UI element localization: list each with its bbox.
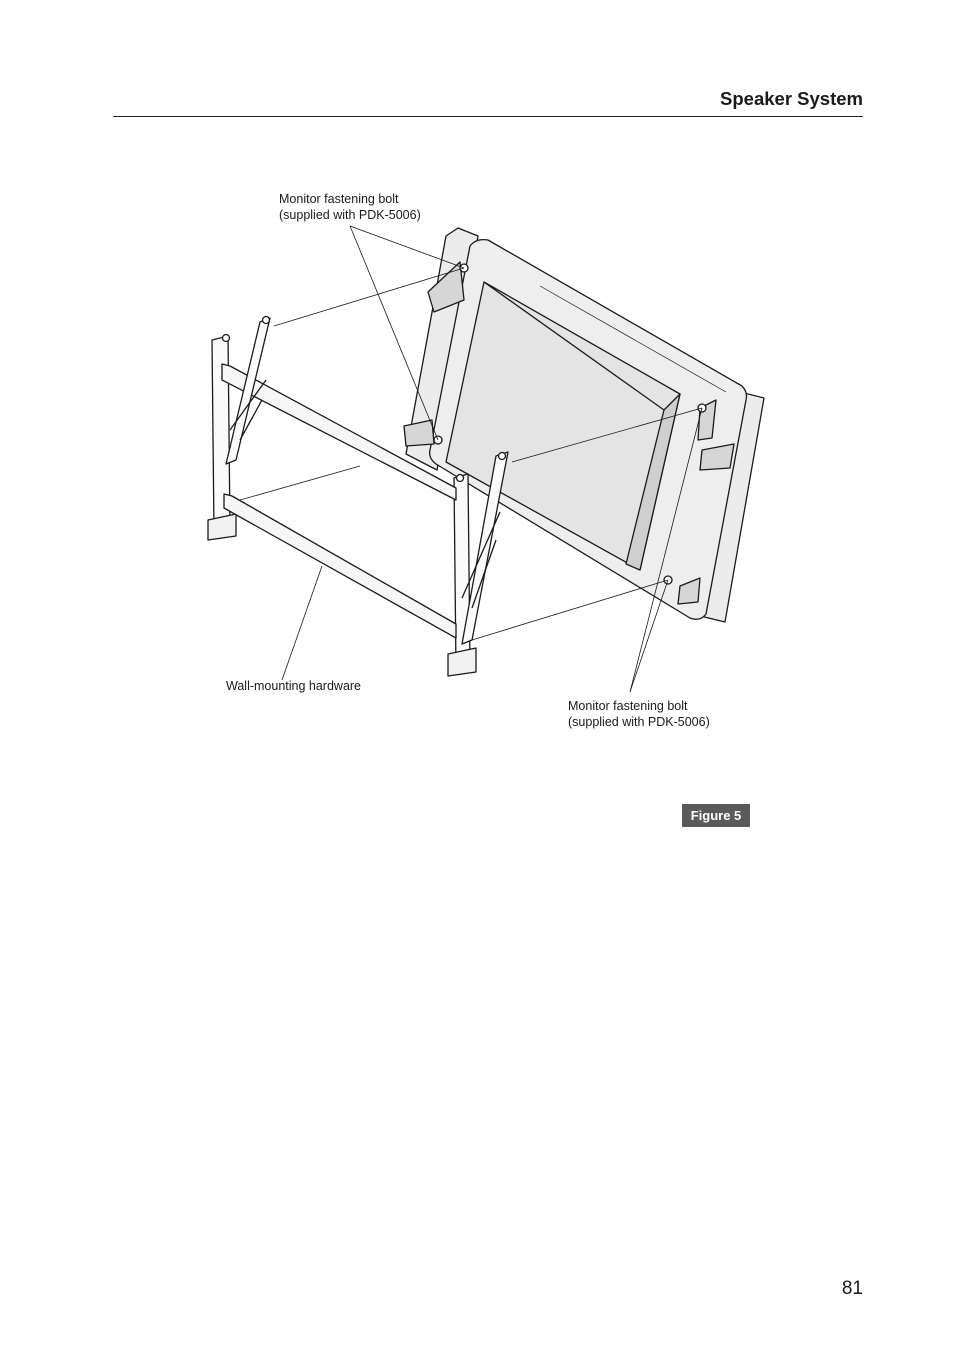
figure-label: Figure 5	[682, 804, 750, 827]
callout-line: (supplied with PDK-5006)	[279, 208, 421, 222]
callout-monitor-bolt-bottom	[568, 698, 710, 730]
callout-line: Monitor fastening bolt	[568, 699, 688, 713]
callout-wall-mounting-hardware: Wall-mounting hardware	[226, 679, 362, 693]
page-number: 81	[841, 1278, 863, 1299]
page-section-title: Speaker System	[720, 88, 863, 109]
callout-monitor-bolt-top	[279, 191, 421, 223]
callout-line: Monitor fastening bolt	[279, 192, 399, 206]
callout-line: (supplied with PDK-5006)	[568, 715, 710, 729]
